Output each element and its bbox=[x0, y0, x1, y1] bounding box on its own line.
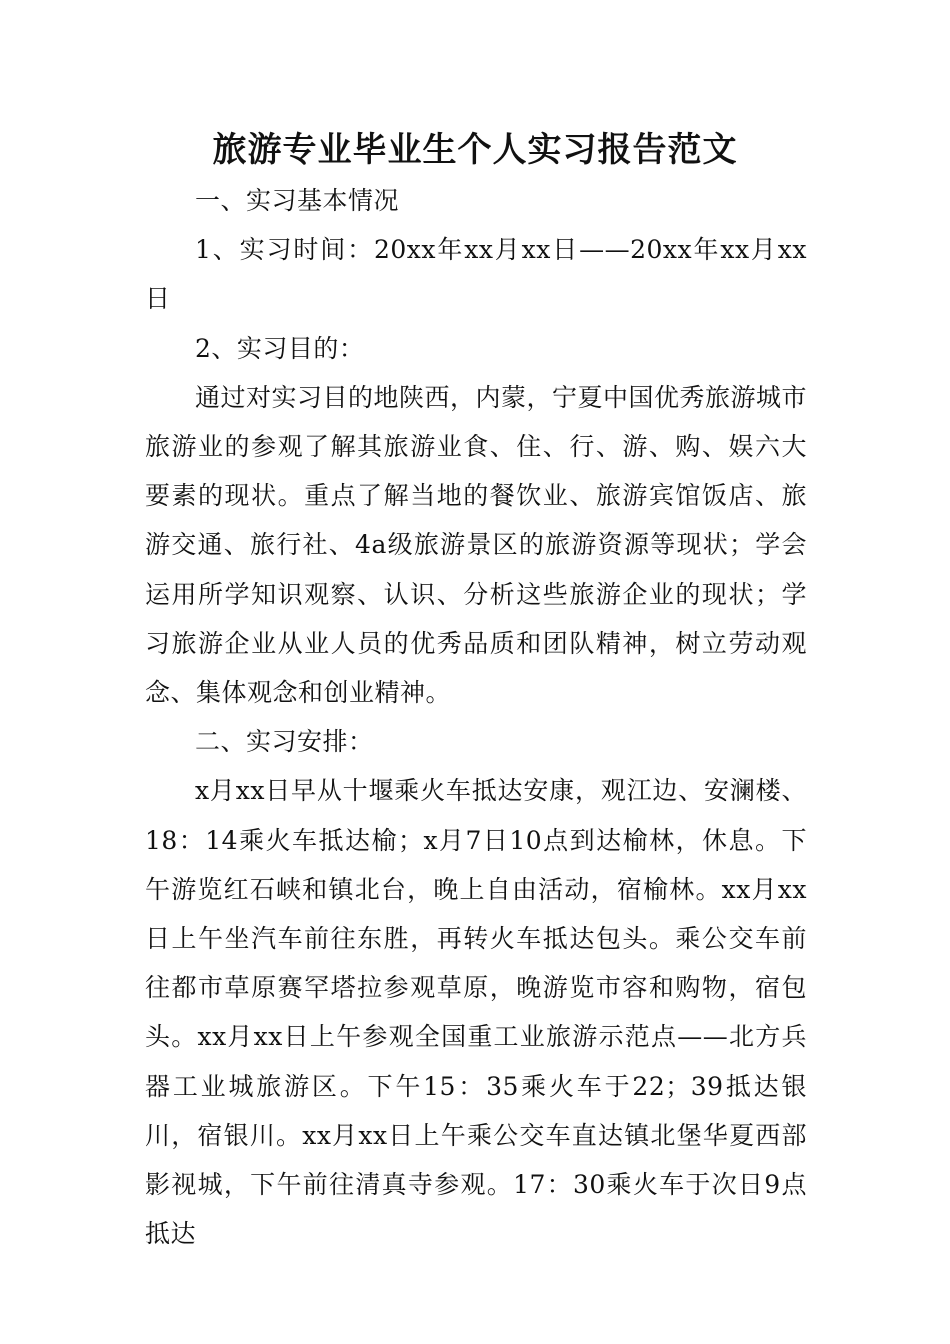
internship-purpose-paragraph: 通过对实习目的地陕西，内蒙，宁夏中国优秀旅游城市旅游业的参观了解其旅游业食、住、行、游、购、娱六大要素的现状。重点了解当地的餐饮业、旅游宾馆饭店、旅游交通、旅行社、4a级旅游景区的旅游资源等现状；学会运用所学知识观察、认识、分析这些旅游企业的现状；学习旅游企业从业人员的优秀品质和团队精神，树立劳动观念、集体观念和创业精神。 bbox=[145, 382, 808, 708]
section-heading-basic-info: 一、实习基本情况 bbox=[195, 186, 400, 215]
section-heading-arrangement: 二、实习安排： bbox=[195, 727, 374, 757]
internship-purpose-heading: 2、实习目的： bbox=[195, 333, 365, 363]
internship-time-paragraph: 1、实习时间：20xx年xx月xx日——20xx年xx月xx日 bbox=[145, 235, 807, 314]
internship-arrangement-paragraph: x月xx日早从十堰乘火车抵达安康，观江边、安澜楼、18：14乘火车抵达榆；x月7日10点到达榆林，休息。下午游览红石峡和镇北台，晚上自由活动，宿榆林。xx月xx日上午坐汽车前往东胜，再转火车抵达包头。乘公交车前往都市草原赛罕塔拉参观草原，晚游览市容和购物，宿包头。xx月xx日上午参观全国重工业旅游示范点——北方兵器工业城旅游区。下午15：35乘火车于22；39抵达银川，宿银川。xx月xx日上午乘公交车直达镇北堡华夏西部影视城，下午前往清真寺参观。17：30乘火车于次日9点抵达 bbox=[145, 776, 807, 1249]
document-body bbox=[145, 176, 807, 1258]
document-title: 旅游专业毕业生个人实习报告范文 bbox=[212, 130, 738, 170]
